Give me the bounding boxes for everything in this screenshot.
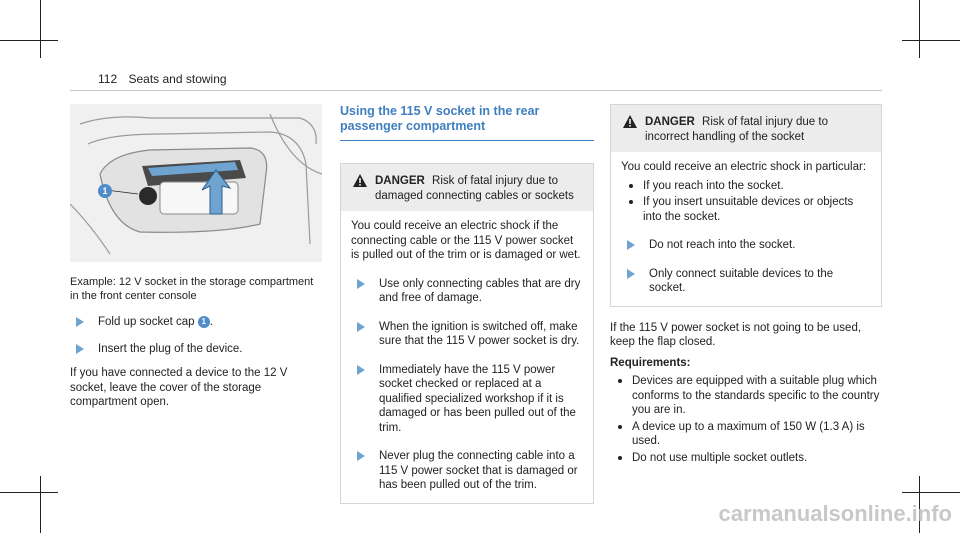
left-column bbox=[70, 104, 322, 410]
warning-icon bbox=[353, 174, 367, 187]
danger-bullet-list bbox=[621, 179, 871, 225]
arrow-icon bbox=[357, 365, 365, 375]
middle-column bbox=[340, 104, 594, 504]
crop-mark bbox=[0, 492, 58, 493]
arrow-icon bbox=[357, 451, 365, 461]
crop-mark bbox=[902, 40, 960, 41]
step-item: When the ignition is switched off, make sure that the 115 V power socket is dry. bbox=[351, 320, 583, 349]
danger-heading: Risk of fatal injury due to damaged connecting cables or sockets bbox=[375, 175, 574, 202]
section-title: Using the 115 V socket in the rear passenger compartment bbox=[340, 104, 540, 133]
step-item: Immediately have the 115 V power socket checked or replaced at a qualified specialized workshop if it is damaged or has been pulled out of the trim. bbox=[351, 363, 583, 436]
arrow-icon bbox=[76, 317, 84, 327]
step-item: Use only connecting cables that are dry and free of damage. bbox=[351, 277, 583, 306]
body-paragraph: If you have connected a device to the 12 V socket, leave the cover of the storage compartment open. bbox=[70, 367, 288, 408]
body-paragraph: If the 115 V power socket is not going to be used, keep the flap closed. bbox=[610, 321, 862, 348]
warning-icon bbox=[623, 115, 637, 128]
step-item: Do not reach into the socket. bbox=[621, 238, 871, 253]
danger-label: DANGER bbox=[645, 116, 695, 128]
crop-mark bbox=[40, 476, 41, 533]
page-number: 112 bbox=[98, 72, 118, 86]
page-header bbox=[98, 72, 227, 86]
figure-caption: Example: 12 V socket in the storage compartment in the front center console bbox=[70, 276, 314, 302]
requirements-list bbox=[610, 374, 882, 465]
socket-illustration bbox=[70, 104, 322, 262]
step-item: Never plug the connecting cable into a 115 V power socket that is damaged or has been pulled out of the trim. bbox=[351, 449, 583, 493]
danger-text: You could receive an electric shock if the connecting cable or the 115 V power socket is pulled out of the trim or is damaged or wet. bbox=[351, 220, 581, 261]
header-rule bbox=[70, 90, 882, 91]
danger-header bbox=[611, 105, 881, 152]
danger-box bbox=[610, 104, 882, 307]
arrow-icon bbox=[357, 279, 365, 289]
arrow-icon bbox=[627, 240, 635, 250]
list-item: If you reach into the socket. bbox=[621, 179, 871, 194]
danger-body bbox=[611, 152, 881, 306]
danger-label: DANGER bbox=[375, 175, 425, 187]
section-name: Seats and stowing bbox=[128, 72, 227, 86]
callout-badge: 1 bbox=[198, 316, 210, 328]
crop-mark bbox=[902, 492, 960, 493]
list-item: A device up to a maximum of 150 W (1.3 A) is used. bbox=[610, 420, 882, 449]
title-rule bbox=[340, 140, 594, 141]
danger-body bbox=[341, 211, 593, 503]
crop-mark bbox=[919, 0, 920, 58]
right-column bbox=[610, 104, 882, 465]
danger-heading: Risk of fatal injury due to incorrect handling of the socket bbox=[645, 116, 828, 143]
step-item: Fold up socket cap 1 . bbox=[70, 315, 322, 330]
watermark: carmanualsonline.info bbox=[718, 501, 952, 526]
list-item: Do not use multiple socket outlets. bbox=[610, 451, 882, 466]
danger-header bbox=[341, 164, 593, 211]
step-item: Only connect suitable devices to the socket. bbox=[621, 267, 871, 296]
danger-box bbox=[340, 163, 594, 504]
step-item: Insert the plug of the device. bbox=[70, 342, 322, 357]
requirements-label: Requirements: bbox=[610, 356, 691, 369]
arrow-icon bbox=[357, 322, 365, 332]
crop-mark bbox=[40, 0, 41, 58]
danger-text: You could receive an electric shock in particular: bbox=[621, 161, 867, 173]
arrow-icon bbox=[76, 344, 84, 354]
arrow-icon bbox=[627, 269, 635, 279]
callout-badge: 1 bbox=[98, 184, 112, 198]
crop-mark bbox=[0, 40, 58, 41]
list-item: Devices are equipped with a suitable plug which conforms to the standards specific to the country you are in. bbox=[610, 374, 882, 418]
list-item: If you insert unsuitable devices or objects into the socket. bbox=[621, 195, 871, 224]
